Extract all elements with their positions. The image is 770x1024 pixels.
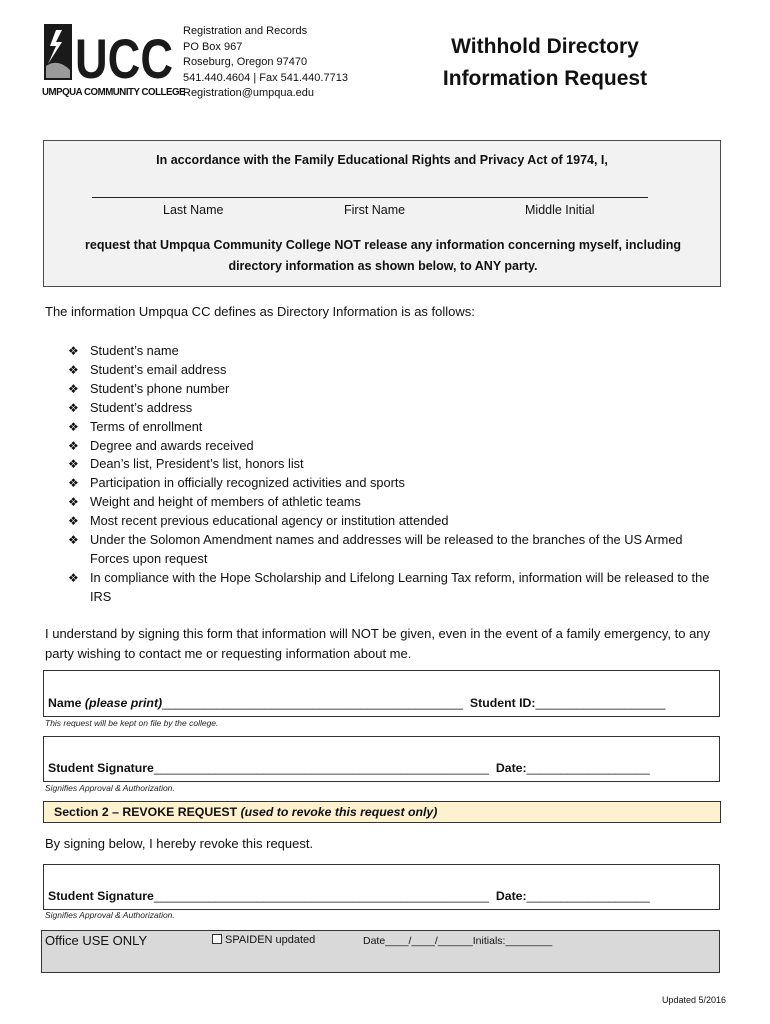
name-label: Name	[48, 696, 82, 710]
revoke-signature-field[interactable]	[48, 889, 715, 903]
name-entry-line[interactable]	[92, 197, 648, 198]
list-item: ❖ Most recent previous educational agency or institution attended	[68, 512, 718, 531]
signature-label: Student Signature	[48, 761, 154, 775]
office-use-label: Office USE ONLY	[45, 933, 148, 948]
document-title	[425, 31, 665, 95]
diamond-bullet-icon: ❖	[68, 362, 79, 377]
kept-on-file-note: This request will be kept on file by the college.	[45, 718, 219, 728]
date-blank[interactable]: __________________	[526, 889, 650, 903]
last-name-label: Last Name	[163, 203, 224, 217]
directory-list	[68, 342, 718, 607]
date-initials-field[interactable]: Date____/____/______Initials:________	[363, 935, 553, 947]
diamond-bullet-icon: ❖	[68, 476, 79, 491]
diamond-bullet-icon: ❖	[68, 419, 79, 434]
name-hint: (please print)	[84, 696, 163, 710]
date-label: Date:	[495, 889, 527, 903]
address-line: PO Box 967	[183, 40, 243, 53]
address-line: Registration and Records	[183, 25, 308, 37]
name-blank[interactable]: ____________________________________________	[162, 696, 464, 710]
revoke-signature-box[interactable]	[43, 864, 720, 910]
section-2-title: Section 2 – REVOKE REQUEST	[54, 805, 238, 819]
ferpa-statement: In accordance with the Family Educational Rights and Privacy Act of 1974, I,	[156, 153, 608, 167]
student-id-blank[interactable]: ___________________	[535, 696, 666, 710]
request-statement-box	[43, 140, 721, 287]
title-line-2: Information Request	[442, 67, 648, 90]
office-use-box	[41, 930, 720, 973]
checkbox-icon[interactable]	[212, 934, 222, 944]
updated-date: Updated 5/2016	[661, 995, 726, 1005]
office-address	[183, 24, 348, 102]
signature-blank[interactable]: _________________________________________________	[153, 889, 490, 903]
diamond-bullet-icon: ❖	[68, 438, 79, 453]
date-label: Date:	[495, 761, 527, 775]
ucc-logo-mark	[42, 20, 176, 90]
section-2-header	[43, 801, 721, 823]
list-item: ❖ Student’s name	[68, 342, 718, 361]
diamond-bullet-icon: ❖	[68, 344, 79, 358]
acknowledgement-text: I understand by signing this form that information will NOT be given, even in the event of a family emergency, to any party wishing to contact me or requesting information about me.	[45, 626, 711, 661]
diamond-bullet-icon: ❖	[68, 570, 79, 585]
address-line: Roseburg, Oregon 97470	[183, 56, 308, 69]
approval-note: Signifies Approval & Authorization.	[45, 910, 175, 920]
diamond-bullet-icon: ❖	[68, 457, 79, 472]
middle-initial-label: Middle Initial	[525, 203, 595, 217]
list-item: ❖ In compliance with the Hope Scholarship and Lifelong Learning Tax reform, information will be released to the IRS	[68, 569, 710, 604]
revoke-text: By signing below, I hereby revoke this request.	[45, 836, 314, 851]
spaiden-checkbox[interactable]	[212, 934, 315, 946]
title-line-1: Withhold Directory	[451, 35, 639, 58]
college-logo	[42, 20, 185, 102]
email-line: Registration@umpqua.edu	[183, 87, 315, 100]
logo-text: UCC	[75, 27, 173, 90]
name-student-id-box[interactable]	[43, 670, 720, 717]
spaiden-label: SPAIDEN updated	[225, 934, 316, 946]
date-blank[interactable]: __________________	[526, 761, 650, 775]
list-item: ❖ Weight and height of members of athletic teams	[68, 493, 718, 512]
section-2-subtitle: (used to revoke this request only)	[240, 805, 438, 819]
list-item: ❖ Degree and awards received	[68, 437, 718, 456]
student-id-label: Student ID:	[469, 696, 536, 710]
first-name-label: First Name	[344, 203, 406, 217]
list-item: ❖ Under the Solomon Amendment names and addresses will be released to the branches of the US Armed Forces upon request	[68, 532, 683, 566]
diamond-bullet-icon: ❖	[68, 514, 79, 529]
diamond-bullet-icon: ❖	[68, 533, 79, 548]
list-item: ❖ Terms of enrollment	[68, 418, 718, 437]
diamond-bullet-icon: ❖	[68, 400, 79, 415]
signature-label: Student Signature	[48, 889, 154, 903]
list-item: ❖ Dean’s list, President’s list, honors list	[68, 455, 718, 474]
approval-note: Signifies Approval & Authorization.	[45, 783, 175, 793]
signature-field[interactable]	[48, 761, 715, 775]
list-item: ❖ Participation in officially recognized activities and sports	[68, 474, 718, 493]
withhold-request-text: request that Umpqua Community College NOT release any information concerning myself, including directory information as shown below, to ANY party.	[85, 238, 681, 273]
list-item: ❖ Student’s phone number	[68, 380, 718, 399]
diamond-bullet-icon: ❖	[68, 495, 79, 510]
signature-blank[interactable]: _________________________________________________	[153, 761, 490, 775]
signature-box[interactable]	[43, 736, 720, 782]
directory-intro: The information Umpqua CC defines as Directory Information is as follows:	[45, 304, 475, 319]
diamond-bullet-icon: ❖	[68, 381, 79, 396]
list-item: ❖ Student’s address	[68, 399, 718, 418]
phone-fax-line: 541.440.4604 | Fax 541.440.7713	[183, 71, 348, 84]
college-name: UMPQUA COMMUNITY COLLEGE	[42, 86, 185, 98]
name-field[interactable]	[48, 696, 715, 710]
list-item: ❖ Student’s email address	[68, 361, 718, 380]
